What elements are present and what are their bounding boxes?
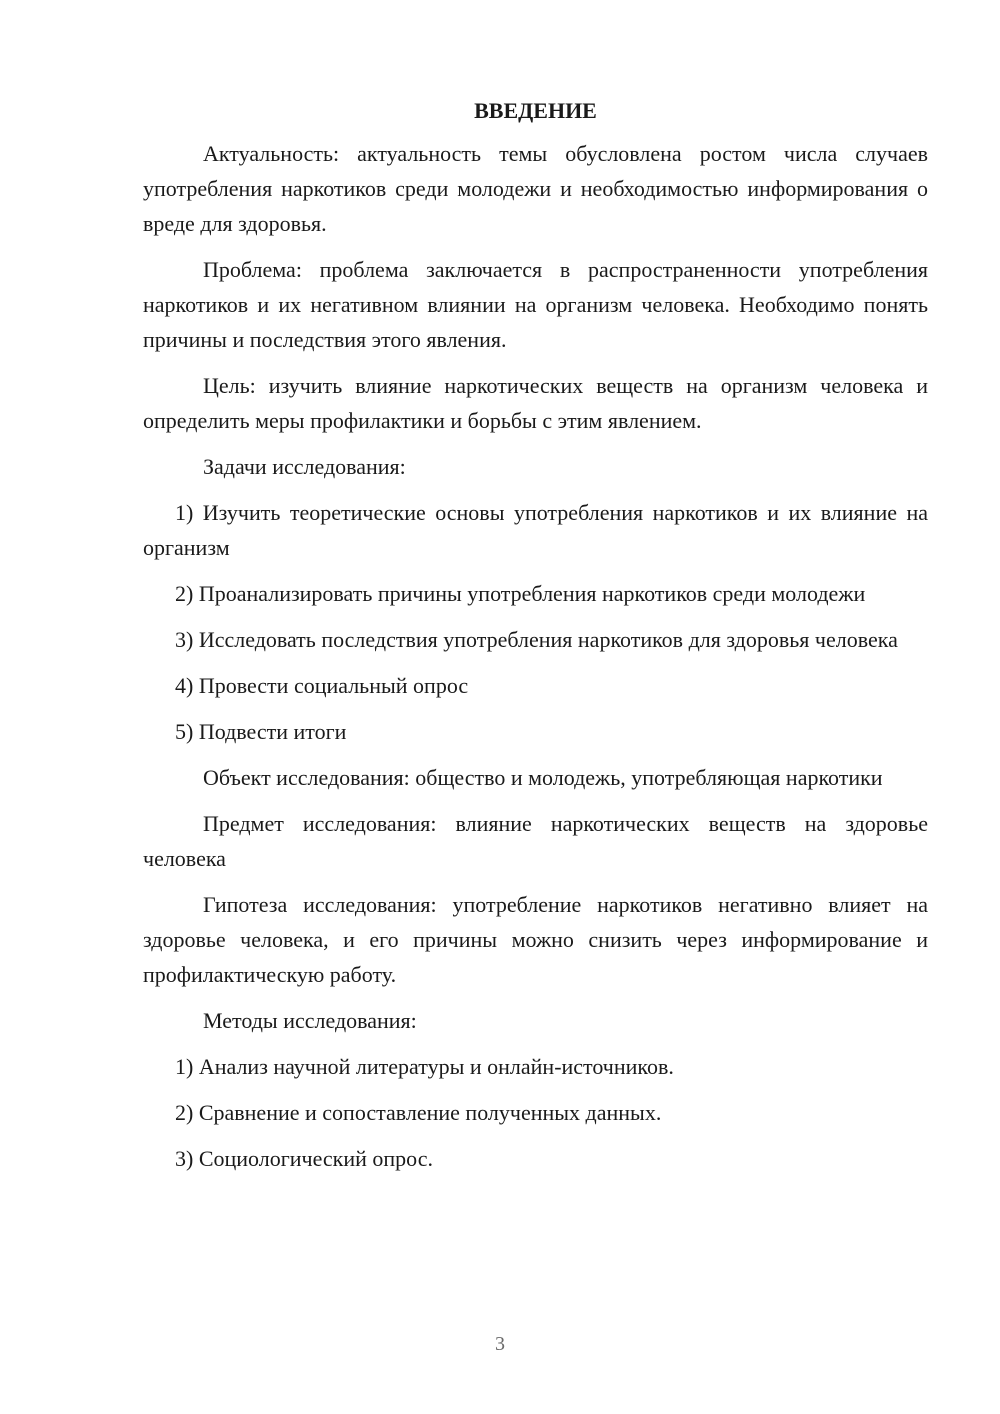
task-item: 2) Проанализировать причины употребления наркотиков среди молодежи — [175, 581, 866, 606]
hypothesis-paragraph: Гипотеза исследования: употребление наркотиков негативно влияет на здоровье человека, и его причины можно снизить через информирование и профилактическую работу. — [143, 892, 928, 987]
task-item: 4) Провести социальный опрос — [175, 673, 469, 698]
task-item: 1) Изучить теоретические основы употребления наркотиков и их влияние на организм — [143, 500, 928, 560]
problem-paragraph: Проблема: проблема заключается в распространенности употребления наркотиков и их негативном влиянии на организм человека. Необходимо понять причины и последствия этого явления. — [143, 257, 928, 352]
tasks-heading: Задачи исследования: — [203, 454, 406, 479]
method-item: 3) Социологический опрос. — [175, 1146, 433, 1171]
object-paragraph: Объект исследования: общество и молодежь, употребляющая наркотики — [203, 765, 883, 790]
goal-paragraph: Цель: изучить влияние наркотических веществ на организм человека и определить меры профилактики и борьбы с этим явлением. — [143, 373, 928, 433]
methods-heading: Методы исследования: — [203, 1008, 417, 1033]
task-item: 3) Исследовать последствия употребления наркотиков для здоровья человека — [175, 627, 898, 652]
document-body — [143, 96, 928, 1187]
task-item: 5) Подвести итоги — [175, 719, 347, 744]
page-number: 3 — [495, 1333, 505, 1355]
method-item: 1) Анализ научной литературы и онлайн-источников. — [175, 1054, 674, 1079]
page-title: ВВЕДЕНИЕ — [474, 98, 597, 123]
relevance-paragraph: Актуальность: актуальность темы обусловлена ростом числа случаев употребления наркотиков среди молодежи и необходимостью информирования о вреде для здоровья. — [143, 141, 928, 236]
method-item: 2) Сравнение и сопоставление полученных данных. — [175, 1100, 662, 1125]
subject-paragraph: Предмет исследования: влияние наркотических веществ на здоровье человека — [143, 811, 928, 871]
